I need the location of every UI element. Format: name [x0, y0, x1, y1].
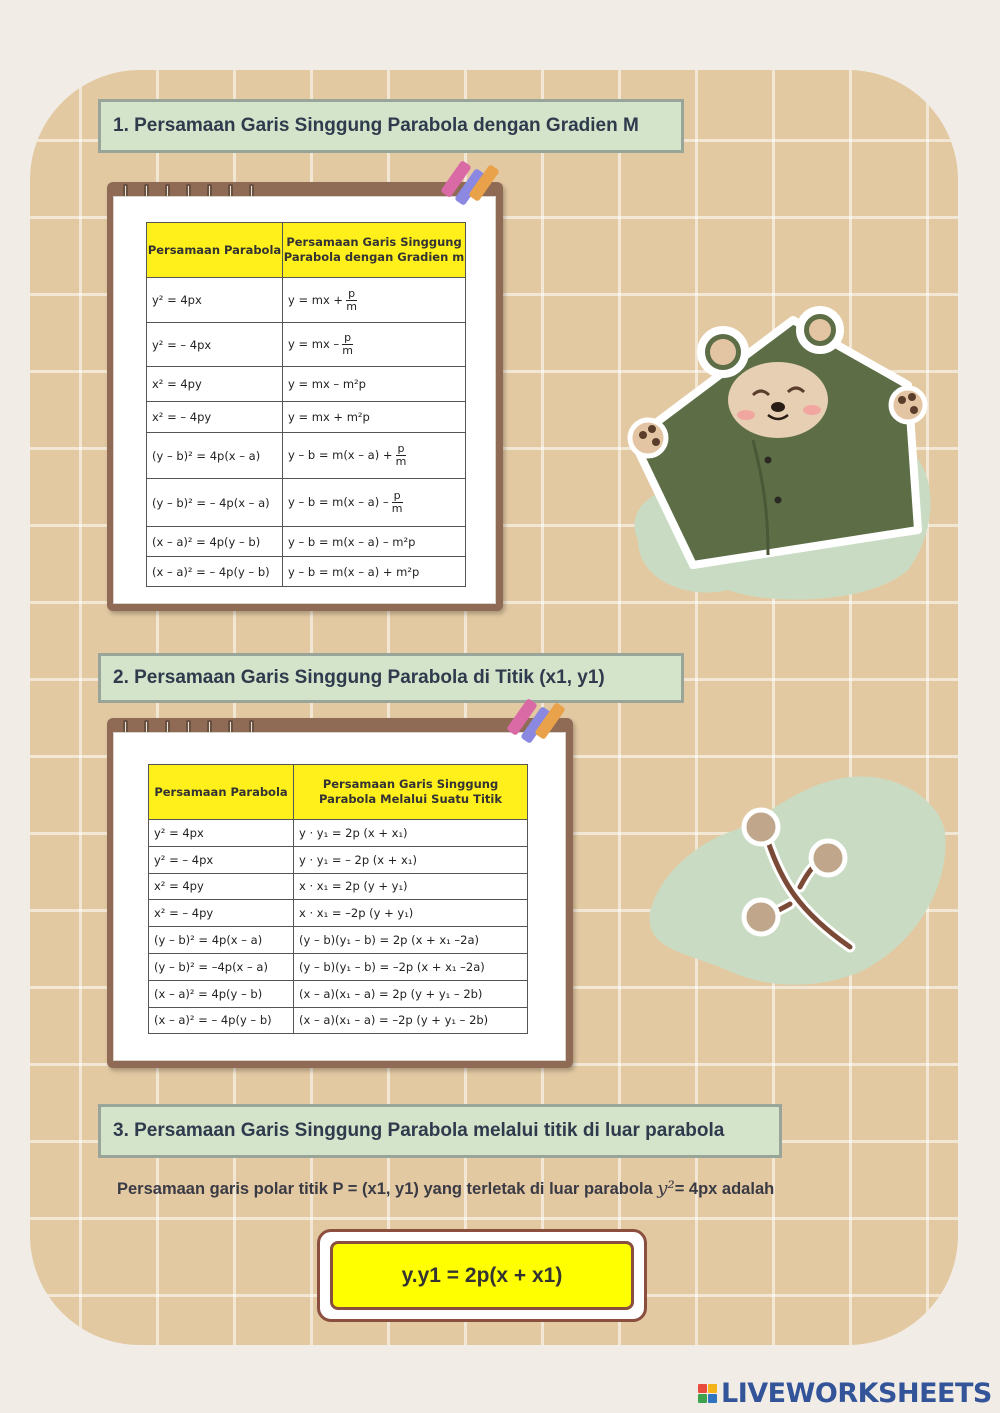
section-3-title-text: 3. Persamaan Garis Singgung Parabola melalui titik di luar parabola	[113, 1120, 725, 1141]
section-3-title	[98, 1104, 782, 1158]
parabola-cell: (y – b)² = –4p(x – a)	[149, 953, 294, 980]
section-2-title-text: 2. Persamaan Garis Singgung Parabola di Titik (x1, y1)	[113, 667, 605, 688]
bear-sticker-icon	[618, 300, 948, 610]
parabola-cell: x² = 4py	[149, 873, 294, 900]
tangent-cell: y = mx + m²p	[283, 402, 466, 433]
tangent-cell: (x – a)(x₁ – a) = –2p (y + y₁ – 2b)	[294, 1007, 528, 1034]
berry-branch-icon	[640, 772, 950, 992]
table-row	[149, 846, 528, 873]
description-text: Persamaan garis polar titik P = (x1, y1) yang terletak di luar parabola	[117, 1180, 658, 1198]
description-variable: y²	[657, 1178, 675, 1199]
tangent-cell: (y – b)(y₁ – b) = –2p (x + x₁ –2a)	[294, 953, 528, 980]
table-2-header-tangent: Persamaan Garis Singgung Parabola Melalui Suatu Titik	[294, 765, 528, 820]
tangent-cell: x · x₁ = –2p (y + y₁)	[294, 900, 528, 927]
formula-frame	[317, 1229, 647, 1322]
table-row	[147, 278, 466, 323]
parabola-cell: (x – a)² = – 4p(y – b)	[149, 1007, 294, 1034]
tangent-cell: (y – b)(y₁ – b) = 2p (x + x₁ –2a)	[294, 927, 528, 954]
section-2-title	[98, 653, 684, 703]
tangent-cell: y – b = m(x – a) + $\frac{p}{m}$	[283, 433, 466, 479]
tangent-cell: y · y₁ = 2p (x + x₁)	[294, 820, 528, 847]
parabola-cell: y² = 4px	[149, 820, 294, 847]
parabola-cell: (y – b)² = 4p(x – a)	[149, 927, 294, 954]
description-text-end: = 4px adalah	[674, 1180, 775, 1198]
tangent-cell: y – b = m(x – a) + m²p	[283, 557, 466, 587]
brand-name: LIVEWORKSHEETS	[721, 1377, 992, 1409]
tangent-point-table	[148, 764, 528, 1034]
table-row	[147, 402, 466, 433]
table-row	[147, 557, 466, 587]
table-row	[149, 873, 528, 900]
table-row	[147, 323, 466, 367]
section-1-title-text: 1. Persamaan Garis Singgung Parabola dengan Gradien M	[113, 115, 639, 136]
table-1-header-tangent: Persamaan Garis Singgung Parabola dengan Gradien m	[283, 223, 466, 278]
parabola-cell: (x – a)² = 4p(y – b)	[147, 527, 283, 557]
tangent-cell: y = mx + $\frac{p}{m}$	[283, 278, 466, 323]
tangent-cell: y – b = m(x – a) – m²p	[283, 527, 466, 557]
tangent-gradient-table	[146, 222, 466, 587]
section-1-title	[98, 99, 684, 153]
tangent-cell: x · x₁ = 2p (y + y₁)	[294, 873, 528, 900]
tangent-cell: y · y₁ = – 2p (x + x₁)	[294, 846, 528, 873]
parabola-cell: y² = 4px	[147, 278, 283, 323]
parabola-cell: y² = – 4px	[147, 323, 283, 367]
parabola-cell: x² = – 4py	[149, 900, 294, 927]
parabola-cell: (y – b)² = 4p(x – a)	[147, 433, 283, 479]
table-row	[149, 1007, 528, 1034]
tangent-cell: y = mx – m²p	[283, 367, 466, 402]
parabola-cell: (y – b)² = – 4p(x – a)	[147, 479, 283, 527]
tangent-cell: y = mx – $\frac{p}{m}$	[283, 323, 466, 367]
table-2-header-parabola: Persamaan Parabola	[149, 765, 294, 820]
table-row	[149, 900, 528, 927]
tangent-cell: (x – a)(x₁ – a) = 2p (y + y₁ – 2b)	[294, 980, 528, 1007]
polar-line-description	[117, 1178, 774, 1199]
formula-box	[330, 1241, 634, 1310]
table-row	[147, 367, 466, 402]
table-row	[147, 433, 466, 479]
table-row	[149, 927, 528, 954]
table-row	[149, 820, 528, 847]
parabola-cell: (x – a)² = 4p(y – b)	[149, 980, 294, 1007]
liveworksheets-logo[interactable]	[698, 1376, 992, 1410]
table-row	[147, 527, 466, 557]
parabola-cell: y² = – 4px	[149, 846, 294, 873]
liveworksheets-logo-icon	[698, 1384, 717, 1403]
table-row	[147, 479, 466, 527]
table-1-header-parabola: Persamaan Parabola	[147, 223, 283, 278]
table-row	[149, 953, 528, 980]
parabola-cell: x² = – 4py	[147, 402, 283, 433]
polar-formula: y.y1 = 2p(x + x1)	[401, 1263, 563, 1287]
tangent-cell: y – b = m(x – a) – $\frac{p}{m}$	[283, 479, 466, 527]
parabola-cell: (x – a)² = – 4p(y – b)	[147, 557, 283, 587]
table-row	[149, 980, 528, 1007]
parabola-cell: x² = 4py	[147, 367, 283, 402]
